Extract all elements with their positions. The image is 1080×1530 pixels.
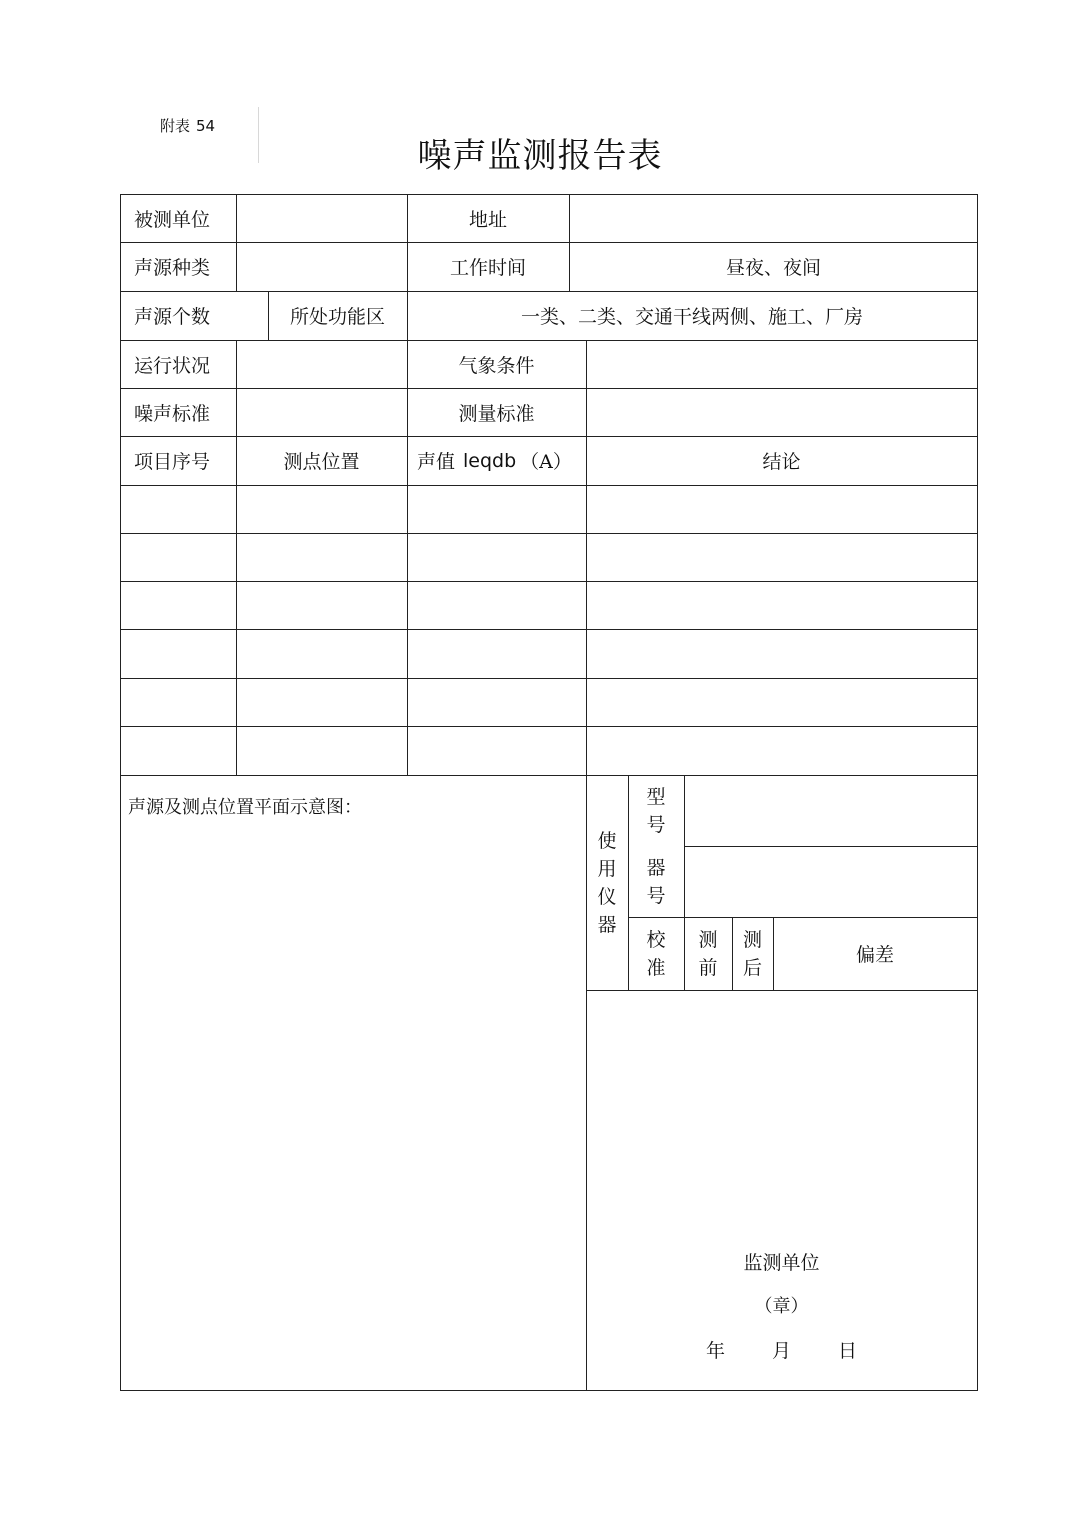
- serial-label: [628, 846, 684, 917]
- serial-char: 器: [646, 856, 666, 879]
- weather-label: 气象条件: [458, 354, 535, 377]
- table-cell[interactable]: [121, 630, 236, 678]
- serial-char: 号: [646, 884, 666, 907]
- measure-standard-field[interactable]: [587, 388, 977, 436]
- table-cell[interactable]: [121, 727, 236, 775]
- before-measure-label: [684, 917, 732, 990]
- zone-value: 一类、二类、交通干线两侧、施工、厂房: [520, 306, 863, 328]
- instrument-char: 用: [597, 857, 617, 880]
- col-sound-value-prefix: 声值: [417, 451, 456, 473]
- year-label: 年: [706, 1340, 726, 1362]
- source-count-field[interactable]: [237, 291, 268, 340]
- work-time-value: 昼夜、夜间: [725, 257, 821, 279]
- table-cell[interactable]: [121, 534, 236, 581]
- col-measure-position: 测点位置: [283, 451, 360, 473]
- address-label: 地址: [468, 208, 507, 231]
- table-cell[interactable]: [121, 486, 236, 533]
- instrument-char: 器: [597, 913, 617, 936]
- col-sound-value: [407, 436, 586, 485]
- appendix-text: 附表: [160, 117, 191, 135]
- model-field[interactable]: [685, 776, 977, 846]
- seal-label: （章）: [754, 1296, 809, 1317]
- calibration-char: 准: [646, 956, 666, 979]
- model-char: 号: [646, 813, 666, 836]
- monitor-unit-label: 监测单位: [743, 1252, 820, 1274]
- operation-field[interactable]: [237, 340, 407, 388]
- col-conclusion: 结论: [762, 451, 801, 473]
- table-cell[interactable]: [121, 582, 236, 629]
- calibration-label: [628, 917, 684, 990]
- table-cell[interactable]: [121, 679, 236, 726]
- col-item-number: 项目序号: [134, 451, 211, 473]
- instrument-char: 仪: [597, 885, 617, 908]
- after-char: 测: [742, 928, 762, 951]
- before-char: 测: [698, 928, 718, 951]
- instrument-char: 使: [597, 829, 617, 852]
- address-field[interactable]: [570, 194, 977, 242]
- noise-standard-field[interactable]: [237, 388, 407, 436]
- page-title: 噪声监测报告表: [417, 136, 663, 176]
- operation-label: 运行状况: [134, 354, 211, 377]
- diagram-label: 声源及测点位置平面示意图：: [128, 797, 362, 818]
- instrument-label: [586, 775, 628, 990]
- unit-field[interactable]: [237, 194, 407, 242]
- weather-field[interactable]: [587, 340, 977, 388]
- work-time-label: 工作时间: [449, 257, 526, 279]
- deviation-label: 偏差: [855, 944, 894, 966]
- measure-standard-label: 测量标准: [458, 402, 535, 425]
- source-type-label: 声源种类: [134, 257, 211, 279]
- serial-field[interactable]: [685, 847, 977, 917]
- zone-label: 所处功能区: [289, 306, 385, 328]
- calibration-char: 校: [646, 928, 666, 951]
- unit-label: 被测单位: [134, 208, 211, 231]
- diagram-area[interactable]: [121, 820, 586, 1390]
- col-sound-value-unit: leqdb: [463, 449, 517, 472]
- appendix-number: 54: [196, 117, 216, 135]
- source-count-label: 声源个数: [134, 306, 211, 328]
- day-label: 日: [838, 1340, 858, 1362]
- before-char: 前: [698, 956, 718, 979]
- month-label: 月: [772, 1340, 792, 1362]
- model-label: [628, 775, 684, 846]
- model-char: 型: [646, 785, 666, 808]
- after-measure-label: [732, 917, 773, 990]
- after-char: 后: [742, 956, 762, 979]
- source-type-field[interactable]: [237, 242, 407, 291]
- noise-standard-label: 噪声标准: [134, 402, 211, 425]
- col-sound-value-a: （A）: [520, 451, 572, 473]
